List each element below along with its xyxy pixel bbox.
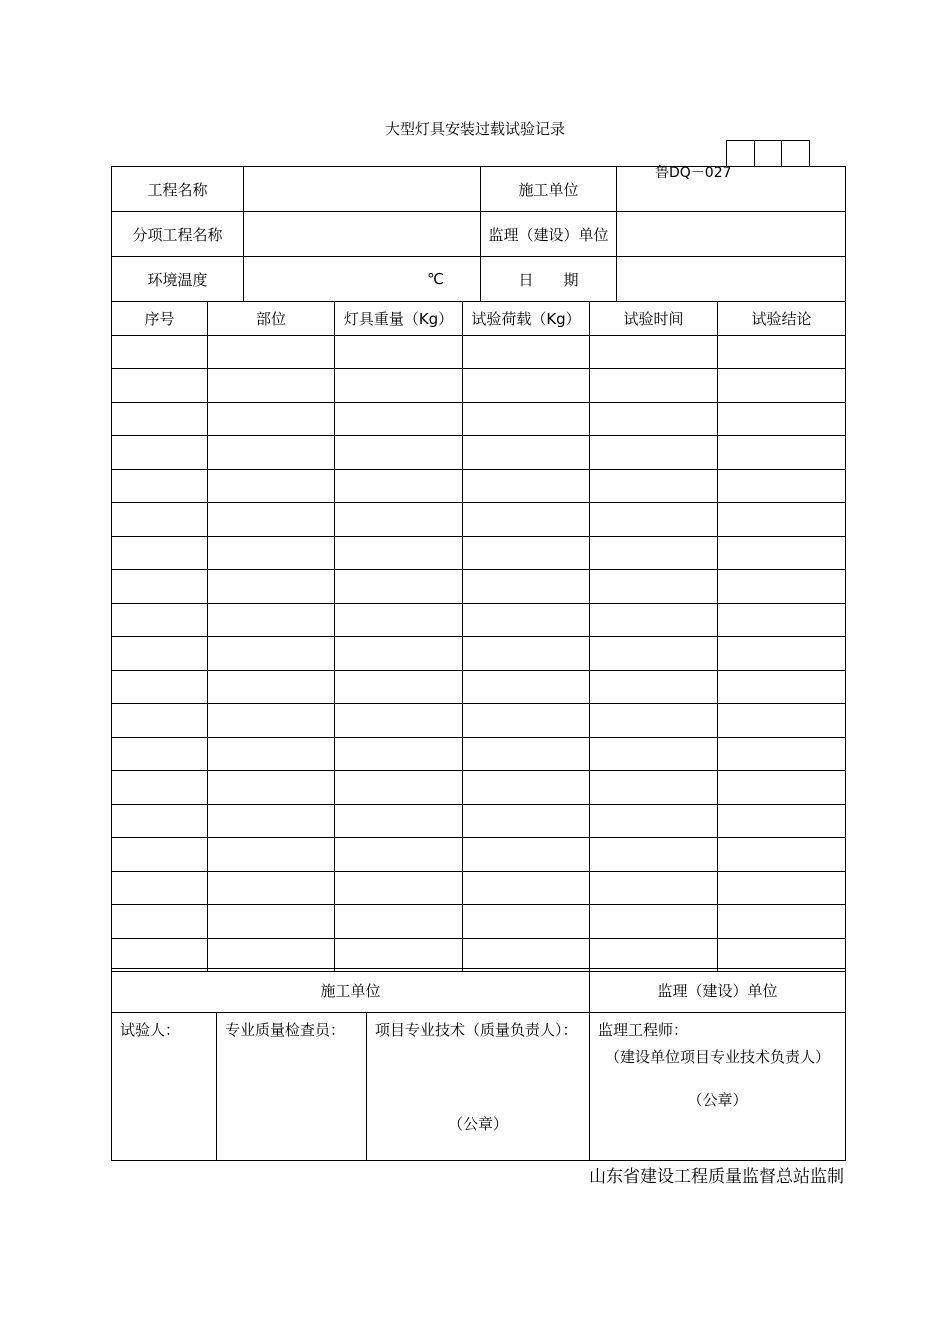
table-cell[interactable]: [112, 436, 208, 470]
table-cell[interactable]: [335, 871, 463, 905]
table-cell[interactable]: [590, 503, 718, 537]
sub-project-label: 分项工程名称: [112, 212, 244, 257]
table-cell[interactable]: [590, 737, 718, 771]
table-cell[interactable]: [335, 570, 463, 604]
table-cell[interactable]: [335, 369, 463, 403]
tester-label: 试验人：: [120, 1021, 181, 1039]
table-cell[interactable]: [590, 938, 718, 972]
table-cell[interactable]: [590, 771, 718, 805]
table-row: [112, 871, 846, 905]
table-cell[interactable]: [208, 704, 335, 738]
table-cell[interactable]: [335, 670, 463, 704]
table-cell[interactable]: [208, 503, 335, 537]
table-cell[interactable]: [463, 637, 590, 671]
table-cell[interactable]: [335, 335, 463, 369]
table-cell[interactable]: [463, 771, 590, 805]
table-cell[interactable]: [208, 536, 335, 570]
table-cell[interactable]: [463, 436, 590, 470]
date-label: 日 期: [481, 257, 617, 302]
table-cell[interactable]: [718, 771, 846, 805]
owner-tech-label: （建设单位项目专业技术负责人）: [605, 1048, 831, 1066]
table-cell[interactable]: [463, 369, 590, 403]
table-row: [112, 335, 846, 369]
supervisor-engineer-label: 监理工程师：: [598, 1021, 689, 1039]
table-row: [112, 905, 846, 939]
form-number-box[interactable]: [782, 140, 810, 166]
table-cell[interactable]: [112, 670, 208, 704]
signature-table: [111, 968, 846, 1161]
col-header-seq: 序号: [112, 302, 208, 336]
table-cell[interactable]: [208, 603, 335, 637]
table-cell[interactable]: [335, 503, 463, 537]
table-cell[interactable]: [335, 938, 463, 972]
table-cell[interactable]: [112, 771, 208, 805]
footer-issuer: 山东省建设工程质量监督总站监制: [589, 1167, 844, 1187]
table-cell[interactable]: [590, 436, 718, 470]
col-header-result: 试验结论: [718, 302, 846, 336]
table-cell[interactable]: [590, 804, 718, 838]
col-header-load: 试验荷载（Kg）: [463, 302, 590, 336]
table-cell[interactable]: [463, 804, 590, 838]
col-header-location: 部位: [208, 302, 335, 336]
table-row: [112, 804, 846, 838]
tester-sign-cell[interactable]: [112, 1013, 217, 1161]
table-cell[interactable]: [112, 402, 208, 436]
table-cell[interactable]: [112, 704, 208, 738]
table-row: [112, 402, 846, 436]
project-name-field[interactable]: [244, 167, 481, 212]
table-cell[interactable]: [590, 871, 718, 905]
table-cell[interactable]: [112, 737, 208, 771]
table-cell[interactable]: [112, 469, 208, 503]
contractor-seal: （公章）: [448, 1115, 509, 1133]
table-cell[interactable]: [718, 369, 846, 403]
table-cell[interactable]: [718, 871, 846, 905]
table-cell[interactable]: [335, 804, 463, 838]
table-row: [112, 503, 846, 537]
temp-field[interactable]: [244, 257, 481, 302]
contractor-label: 施工单位: [481, 167, 617, 212]
table-cell[interactable]: [463, 670, 590, 704]
inspector-label: 专业质量检查员：: [225, 1021, 346, 1039]
table-cell[interactable]: [718, 737, 846, 771]
table-cell[interactable]: [208, 905, 335, 939]
header-table: [111, 166, 846, 302]
contractor-sign-title: 施工单位: [112, 969, 590, 1013]
form-code: 鲁DQ－027: [655, 165, 732, 181]
table-cell[interactable]: [112, 871, 208, 905]
table-cell[interactable]: [590, 704, 718, 738]
table-cell[interactable]: [112, 369, 208, 403]
table-cell[interactable]: [718, 838, 846, 872]
table-row: [112, 737, 846, 771]
table-cell[interactable]: [718, 570, 846, 604]
table-cell[interactable]: [718, 436, 846, 470]
table-cell[interactable]: [208, 737, 335, 771]
tech-lead-label: 项目专业技术（质量负责人）：: [375, 1021, 578, 1039]
table-cell[interactable]: [463, 536, 590, 570]
table-cell[interactable]: [208, 469, 335, 503]
table-row: [112, 436, 846, 470]
table-row: [112, 570, 846, 604]
col-header-time: 试验时间: [590, 302, 718, 336]
table-cell[interactable]: [335, 469, 463, 503]
form-number-boxes[interactable]: [726, 140, 810, 166]
table-cell[interactable]: [463, 838, 590, 872]
table-cell[interactable]: [208, 804, 335, 838]
table-cell[interactable]: [335, 603, 463, 637]
table-cell[interactable]: [112, 804, 208, 838]
table-cell[interactable]: [718, 469, 846, 503]
table-cell[interactable]: [335, 905, 463, 939]
table-cell[interactable]: [463, 871, 590, 905]
table-cell[interactable]: [208, 871, 335, 905]
table-cell[interactable]: [112, 536, 208, 570]
supervisor-sign-title: 监理（建设）单位: [590, 969, 846, 1013]
table-cell[interactable]: [335, 637, 463, 671]
table-cell[interactable]: [590, 838, 718, 872]
table-cell[interactable]: [463, 737, 590, 771]
inspector-sign-cell[interactable]: [217, 1013, 367, 1161]
table-cell[interactable]: [335, 737, 463, 771]
table-cell[interactable]: [718, 938, 846, 972]
table-row: [112, 603, 846, 637]
table-cell[interactable]: [112, 503, 208, 537]
table-cell[interactable]: [463, 905, 590, 939]
page-title: 大型灯具安装过载试验记录: [384, 120, 565, 138]
table-row: [112, 771, 846, 805]
supervisor-seal: （公章）: [687, 1091, 748, 1109]
contractor-field[interactable]: [617, 167, 846, 212]
table-row: [112, 369, 846, 403]
table-cell[interactable]: [208, 436, 335, 470]
tech-lead-sign-cell[interactable]: [367, 1013, 590, 1161]
table-cell[interactable]: [208, 771, 335, 805]
table-cell[interactable]: [590, 603, 718, 637]
table-cell[interactable]: [718, 503, 846, 537]
table-cell[interactable]: [590, 369, 718, 403]
table-cell[interactable]: [718, 704, 846, 738]
table-cell[interactable]: [463, 603, 590, 637]
table-cell[interactable]: [208, 335, 335, 369]
table-cell[interactable]: [112, 570, 208, 604]
table-row: [112, 670, 846, 704]
table-row: [112, 938, 846, 972]
table-cell[interactable]: [718, 335, 846, 369]
table-cell[interactable]: [112, 938, 208, 972]
table-cell[interactable]: [718, 536, 846, 570]
table-cell[interactable]: [718, 905, 846, 939]
supervisor-sign-cell[interactable]: [590, 1013, 846, 1161]
table-cell[interactable]: [335, 838, 463, 872]
table-cell[interactable]: [335, 704, 463, 738]
col-header-weight: 灯具重量（Kg）: [335, 302, 463, 336]
sub-project-field[interactable]: [244, 212, 481, 257]
table-cell[interactable]: [590, 670, 718, 704]
table-header-row: [112, 302, 846, 336]
supervisor-field[interactable]: [617, 212, 846, 257]
table-cell[interactable]: [718, 603, 846, 637]
table-cell[interactable]: [335, 536, 463, 570]
table-row: [112, 536, 846, 570]
table-cell[interactable]: [590, 570, 718, 604]
table-cell[interactable]: [335, 402, 463, 436]
table-cell[interactable]: [590, 905, 718, 939]
table-row: [112, 469, 846, 503]
table-cell[interactable]: [463, 704, 590, 738]
table-cell[interactable]: [718, 402, 846, 436]
temp-label: 环境温度: [112, 257, 244, 302]
table-cell[interactable]: [112, 905, 208, 939]
table-cell[interactable]: [590, 469, 718, 503]
test-table: [111, 301, 846, 972]
supervisor-label: 监理（建设）单位: [481, 212, 617, 257]
table-cell[interactable]: [463, 503, 590, 537]
project-name-label: 工程名称: [112, 167, 244, 212]
table-row: [112, 704, 846, 738]
table-cell[interactable]: [208, 369, 335, 403]
table-cell[interactable]: [335, 771, 463, 805]
table-cell[interactable]: [718, 670, 846, 704]
date-field[interactable]: [617, 257, 846, 302]
table-cell[interactable]: [208, 402, 335, 436]
table-cell[interactable]: [590, 536, 718, 570]
table-cell[interactable]: [112, 335, 208, 369]
temp-unit: ℃: [427, 270, 444, 288]
form-number-box[interactable]: [755, 140, 783, 166]
table-cell[interactable]: [208, 938, 335, 972]
table-cell[interactable]: [590, 402, 718, 436]
table-cell[interactable]: [112, 838, 208, 872]
table-row: [112, 838, 846, 872]
table-cell[interactable]: [112, 637, 208, 671]
table-cell[interactable]: [718, 637, 846, 671]
table-cell[interactable]: [463, 469, 590, 503]
table-cell[interactable]: [463, 570, 590, 604]
table-cell[interactable]: [590, 637, 718, 671]
table-cell[interactable]: [463, 335, 590, 369]
table-cell[interactable]: [208, 670, 335, 704]
table-row: [112, 637, 846, 671]
table-cell[interactable]: [463, 402, 590, 436]
table-cell[interactable]: [208, 570, 335, 604]
table-cell[interactable]: [463, 938, 590, 972]
table-cell[interactable]: [112, 603, 208, 637]
table-cell[interactable]: [590, 335, 718, 369]
table-cell[interactable]: [208, 637, 335, 671]
table-cell[interactable]: [718, 804, 846, 838]
table-cell[interactable]: [335, 436, 463, 470]
table-cell[interactable]: [208, 838, 335, 872]
